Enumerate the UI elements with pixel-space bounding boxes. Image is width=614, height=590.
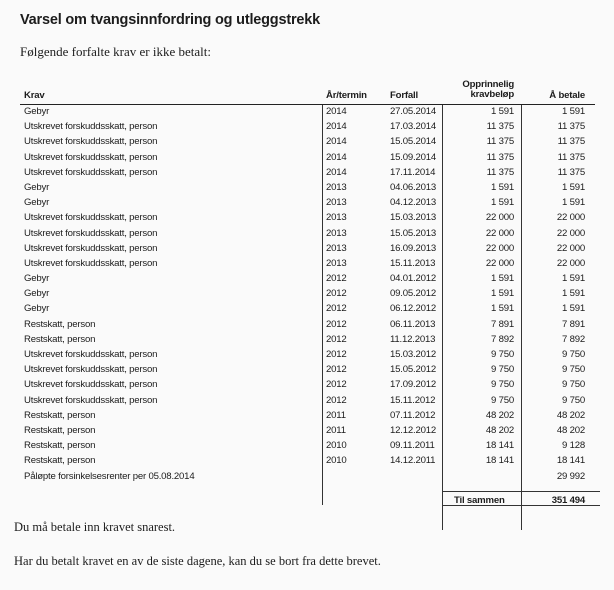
table-header <box>20 78 595 105</box>
cell-opprinnelig: 48 202 <box>485 424 514 436</box>
cell-ar-termin: 2012 <box>326 303 347 315</box>
cell-forfall: 15.05.2013 <box>390 227 437 239</box>
cell-a-betale: 22 000 <box>556 242 585 254</box>
header-opprinnelig-line1: Opprinnelig <box>462 79 514 90</box>
cell-krav: Påløpte forsinkelsesrenter per 05.08.2014 <box>24 470 195 482</box>
cell-krav: Utskrevet forskuddsskatt, person <box>24 151 158 163</box>
cell-a-betale: 9 750 <box>561 394 585 406</box>
cell-ar-termin: 2012 <box>326 364 347 376</box>
cell-opprinnelig: 7 892 <box>490 333 514 345</box>
cell-a-betale: 29 992 <box>556 470 585 482</box>
header-ar-termin: År/termin <box>326 90 367 101</box>
cell-forfall: 15.03.2013 <box>390 212 437 224</box>
cell-ar-termin: 2013 <box>326 242 347 254</box>
cell-ar-termin: 2012 <box>326 273 347 285</box>
cell-krav: Utskrevet forskuddsskatt, person <box>24 379 158 391</box>
cell-forfall: 04.12.2013 <box>390 197 437 209</box>
cell-ar-termin: 2013 <box>326 197 347 209</box>
cell-ar-termin: 2012 <box>326 288 347 300</box>
cell-forfall: 06.12.2012 <box>390 303 437 315</box>
cell-a-betale: 7 891 <box>561 318 585 330</box>
cell-ar-termin: 2012 <box>326 333 347 345</box>
table-row <box>20 348 595 363</box>
cell-krav: Restskatt, person <box>24 440 96 452</box>
cell-krav: Restskatt, person <box>24 318 96 330</box>
cell-a-betale: 22 000 <box>556 257 585 269</box>
cell-krav: Utskrevet forskuddsskatt, person <box>24 364 158 376</box>
table-row <box>20 409 595 424</box>
cell-forfall: 17.09.2012 <box>390 379 437 391</box>
cell-a-betale: 22 000 <box>556 227 585 239</box>
table-row <box>20 424 595 439</box>
cell-opprinnelig: 1 591 <box>490 273 514 285</box>
cell-ar-termin: 2013 <box>326 257 347 269</box>
total-label: Til sammen <box>454 495 505 506</box>
cell-a-betale: 48 202 <box>556 424 585 436</box>
cell-krav: Utskrevet forskuddsskatt, person <box>24 121 158 133</box>
cell-krav: Gebyr <box>24 197 50 209</box>
cell-a-betale: 1 591 <box>561 273 585 285</box>
cell-forfall: 12.12.2012 <box>390 424 437 436</box>
cell-opprinnelig: 9 750 <box>490 349 514 360</box>
cell-a-betale: 1 591 <box>561 288 585 300</box>
header-krav: Krav <box>24 90 45 101</box>
cell-forfall: 09.11.2011 <box>390 440 435 452</box>
header-a-betale: Å betale <box>549 90 585 101</box>
cell-a-betale: 48 202 <box>556 409 585 421</box>
table-row <box>20 181 595 196</box>
cell-opprinnelig: 9 750 <box>490 379 514 391</box>
cell-a-betale: 9 128 <box>561 440 585 452</box>
cell-opprinnelig: 1 591 <box>490 288 514 300</box>
cell-opprinnelig: 11 375 <box>486 121 514 133</box>
payment-notice: Du må betale inn kravet snarest. <box>14 520 176 534</box>
column-divider <box>322 105 323 505</box>
cell-forfall: 15.09.2014 <box>390 151 437 163</box>
intro-text: Følgende forfalte krav er ikke betalt: <box>20 44 211 59</box>
cell-a-betale: 1 591 <box>561 197 585 209</box>
cell-opprinnelig: 1 591 <box>490 303 514 315</box>
header-opprinnelig-line2: kravbeløp <box>470 89 514 100</box>
column-divider <box>442 105 443 530</box>
table-row <box>20 272 595 287</box>
cell-krav: Gebyr <box>24 303 50 315</box>
table-row <box>20 135 595 150</box>
cell-opprinnelig: 11 375 <box>486 166 514 178</box>
cell-a-betale: 22 000 <box>556 212 585 224</box>
cell-forfall: 04.06.2013 <box>390 181 437 193</box>
cell-opprinnelig: 1 591 <box>490 181 514 193</box>
cell-krav: Restskatt, person <box>24 409 96 421</box>
cell-krav: Utskrevet forskuddsskatt, person <box>24 227 158 239</box>
cell-krav: Gebyr <box>24 181 50 193</box>
cell-krav: Restskatt, person <box>24 455 96 467</box>
cell-opprinnelig: 9 750 <box>490 394 514 406</box>
table-row <box>20 287 595 302</box>
cell-a-betale: 1 591 <box>561 181 585 193</box>
cell-ar-termin: 2014 <box>326 106 347 117</box>
cell-a-betale: 9 750 <box>561 364 585 376</box>
cell-opprinnelig: 22 000 <box>485 212 514 224</box>
cell-a-betale: 9 750 <box>561 379 585 391</box>
table-row <box>20 378 595 393</box>
cell-krav: Utskrevet forskuddsskatt, person <box>24 242 158 254</box>
cell-forfall: 06.11.2013 <box>390 318 436 330</box>
cell-opprinnelig: 11 375 <box>486 136 514 148</box>
cell-opprinnelig: 22 000 <box>485 227 514 239</box>
table-row <box>20 318 595 333</box>
cell-opprinnelig: 18 141 <box>485 455 514 467</box>
cell-forfall: 27.05.2014 <box>390 106 437 117</box>
cell-a-betale: 11 375 <box>557 121 585 133</box>
cell-ar-termin: 2014 <box>326 151 347 163</box>
cell-krav: Gebyr <box>24 288 50 300</box>
table-body <box>20 105 595 485</box>
table-row <box>20 151 595 166</box>
already-paid-notice: Har du betalt kravet en av de siste dagene, kan du se bort fra dette brevet. <box>14 554 381 568</box>
cell-a-betale: 11 375 <box>557 151 585 163</box>
cell-a-betale: 9 750 <box>561 349 585 360</box>
cell-opprinnelig: 48 202 <box>485 409 514 421</box>
cell-forfall: 15.05.2012 <box>390 364 437 376</box>
table-row <box>20 394 595 409</box>
cell-forfall: 14.12.2011 <box>390 455 436 467</box>
cell-krav: Utskrevet forskuddsskatt, person <box>24 136 158 148</box>
total-rule-top <box>442 491 600 492</box>
cell-ar-termin: 2013 <box>326 181 347 193</box>
cell-ar-termin: 2013 <box>326 227 347 239</box>
cell-opprinnelig: 22 000 <box>485 242 514 254</box>
cell-forfall: 15.11.2012 <box>390 394 436 406</box>
cell-ar-termin: 2011 <box>326 409 346 421</box>
table-row <box>20 196 595 211</box>
table-row <box>20 302 595 317</box>
cell-opprinnelig: 22 000 <box>485 257 514 269</box>
cell-krav: Utskrevet forskuddsskatt, person <box>24 349 158 360</box>
total-value: 351 494 <box>551 495 585 506</box>
cell-ar-termin: 2012 <box>326 394 347 406</box>
cell-a-betale: 7 892 <box>561 333 585 345</box>
table-row <box>20 120 595 135</box>
cell-opprinnelig: 1 591 <box>490 106 514 117</box>
header-forfall: Forfall <box>390 90 418 101</box>
cell-krav: Gebyr <box>24 273 50 285</box>
cell-forfall: 09.05.2012 <box>390 288 437 300</box>
header-opprinnelig-kravbelop <box>448 80 514 100</box>
page-title: Varsel om tvangsinnfordring og utleggstrekk <box>20 12 320 28</box>
cell-ar-termin: 2014 <box>326 166 347 178</box>
column-divider <box>521 105 522 530</box>
cell-a-betale: 18 141 <box>556 455 585 467</box>
cell-ar-termin: 2012 <box>326 318 347 330</box>
cell-a-betale: 11 375 <box>557 136 585 148</box>
table-row <box>20 439 595 454</box>
cell-a-betale: 1 591 <box>561 106 585 117</box>
table-row <box>20 470 595 485</box>
cell-opprinnelig: 9 750 <box>490 364 514 376</box>
cell-ar-termin: 2014 <box>326 136 347 148</box>
cell-forfall: 15.05.2014 <box>390 136 437 148</box>
cell-a-betale: 11 375 <box>557 166 585 178</box>
cell-forfall: 11.12.2013 <box>390 333 436 345</box>
cell-forfall: 04.01.2012 <box>390 273 437 285</box>
cell-opprinnelig: 11 375 <box>486 151 514 163</box>
table-row <box>20 211 595 226</box>
cell-krav: Restskatt, person <box>24 424 96 436</box>
table-row <box>20 454 595 469</box>
cell-opprinnelig: 1 591 <box>490 197 514 209</box>
cell-krav: Utskrevet forskuddsskatt, person <box>24 166 158 178</box>
cell-ar-termin: 2012 <box>326 349 347 360</box>
cell-a-betale: 1 591 <box>561 303 585 315</box>
cell-ar-termin: 2010 <box>326 455 347 467</box>
cell-forfall: 17.11.2014 <box>390 166 436 178</box>
cell-krav: Utskrevet forskuddsskatt, person <box>24 212 158 224</box>
cell-krav: Restskatt, person <box>24 333 96 345</box>
table-row <box>20 333 595 348</box>
cell-ar-termin: 2010 <box>326 440 347 452</box>
table-row <box>20 257 595 272</box>
cell-forfall: 15.11.2013 <box>390 257 436 269</box>
cell-opprinnelig: 18 141 <box>485 440 514 452</box>
cell-krav: Utskrevet forskuddsskatt, person <box>24 257 158 269</box>
cell-forfall: 07.11.2012 <box>390 409 436 421</box>
cell-ar-termin: 2013 <box>326 212 347 224</box>
cell-ar-termin: 2014 <box>326 121 347 133</box>
cell-ar-termin: 2011 <box>326 424 346 436</box>
cell-krav: Utskrevet forskuddsskatt, person <box>24 394 158 406</box>
cell-forfall: 17.03.2014 <box>390 121 437 133</box>
table-row <box>20 227 595 242</box>
cell-krav: Gebyr <box>24 106 50 117</box>
table-row <box>20 242 595 257</box>
cell-forfall: 16.09.2013 <box>390 242 437 254</box>
claims-table <box>20 78 595 506</box>
cell-ar-termin: 2012 <box>326 379 347 391</box>
table-row <box>20 363 595 378</box>
cell-opprinnelig: 7 891 <box>490 318 514 330</box>
cell-forfall: 15.03.2012 <box>390 349 437 360</box>
table-row <box>20 105 595 120</box>
table-row <box>20 166 595 181</box>
